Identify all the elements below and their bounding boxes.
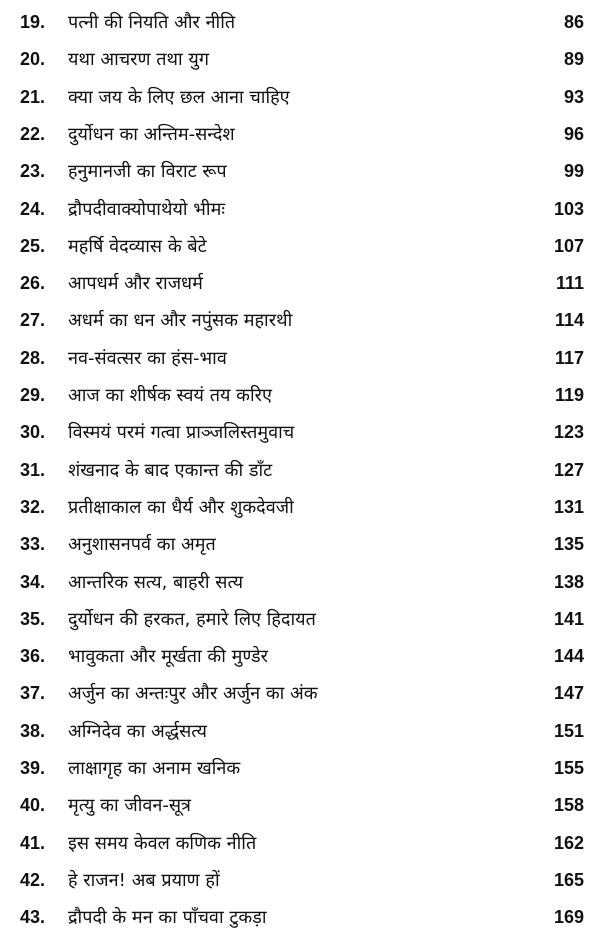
toc-entry-number: 20. [20, 49, 46, 70]
toc-entry-page: 135 [553, 534, 584, 555]
toc-entry-title: हनुमानजी का विराट रूप [68, 161, 227, 183]
toc-entry-page: 123 [553, 422, 584, 443]
toc-entry-title: अर्जुन का अन्तःपुर और अर्जुन का अंक [68, 683, 318, 705]
toc-entry-number: 32. [20, 496, 46, 517]
toc-entry-number: 23. [20, 161, 46, 182]
toc-entry [0, 862, 600, 899]
toc-entry [0, 228, 600, 265]
toc-entry [0, 302, 600, 339]
toc-entry-title: हे राजन! अब प्रयाण हों [68, 869, 220, 891]
toc-entry-title: भावुकता और मूर्खता की मुण्डेर [68, 646, 268, 668]
toc-entry-title: क्या जय के लिए छल आना चाहिए [68, 86, 290, 108]
toc-entry-title: महर्षि वेदव्यास के बेटे [68, 235, 207, 257]
toc-entry-number: 30. [20, 422, 46, 443]
toc-entry-title: विस्मयं परमं गत्वा प्राञ्जलिस्तमुवाच [68, 422, 295, 444]
toc-entry-number: 40. [20, 795, 46, 816]
toc-entry-title: द्रौपदीवाक्योपाथेयो भीमः [68, 198, 225, 220]
toc-entry [0, 191, 600, 228]
toc-entry-number: 27. [20, 310, 46, 331]
toc-entry-number: 39. [20, 758, 46, 778]
toc-entry-page: 147 [553, 683, 584, 704]
toc-entry [0, 153, 600, 190]
toc-entry-number: 41. [20, 832, 46, 853]
toc-entry-number: 26. [20, 273, 46, 294]
toc-entry [0, 41, 600, 78]
toc-entry [0, 452, 600, 489]
toc-entry-number: 25. [20, 235, 46, 256]
toc-entry [0, 750, 600, 787]
toc-entry-title: आपधर्म और राजधर्म [68, 273, 203, 295]
toc-entry-title: प्रतीक्षाकाल का धैर्य और शुकदेवजी [68, 496, 294, 518]
toc-entry-page: 89 [563, 49, 584, 70]
toc-entry-title: मृत्यु का जीवन-सूत्र [68, 795, 191, 817]
toc-entry-page: 117 [554, 347, 584, 368]
toc-entry-number: 38. [20, 720, 46, 741]
toc-entry-number: 37. [20, 683, 46, 704]
toc-entry-number: 43. [20, 907, 46, 928]
toc-entry-page: 131 [553, 496, 584, 517]
toc-entry-number: 22. [20, 123, 46, 144]
toc-entry-number: 19. [20, 12, 46, 32]
toc-entry-title: यथा आचरण तथा युग [68, 49, 209, 71]
toc-entry [0, 601, 600, 638]
toc-entry-title: अनुशासनपर्व का अमृत [68, 534, 216, 556]
toc-entry-title: इस समय केवल कणिक नीति [68, 832, 257, 854]
toc-entry-page: 165 [553, 869, 584, 890]
toc-entry [0, 675, 600, 712]
toc-entry-page: 155 [553, 758, 584, 778]
toc-entry-page: 111 [555, 273, 584, 294]
toc-entry-page: 93 [563, 86, 584, 107]
toc-entry [0, 526, 600, 563]
toc-entry-title: लाक्षागृह का अनाम खनिक [68, 758, 241, 779]
toc-entry-page: 96 [563, 123, 584, 144]
toc-entry-page: 141 [553, 608, 584, 629]
toc-entry-page: 162 [553, 832, 584, 853]
toc-entry-page: 99 [563, 161, 584, 182]
toc-entry-page: 158 [553, 795, 584, 816]
toc-entry [0, 4, 600, 41]
toc-entry-page: 86 [563, 12, 584, 32]
toc-entry-number: 21. [20, 86, 46, 107]
toc-entry-number: 31. [20, 459, 46, 480]
toc-entry [0, 79, 600, 116]
toc-entry [0, 564, 600, 601]
toc-entry-page: 169 [553, 907, 584, 928]
toc-entry-title: अधर्म का धन और नपुंसक महारथी [68, 310, 293, 332]
toc-entry-title: शंखनाद के बाद एकान्त की डाँट [68, 459, 273, 481]
toc-entry [0, 713, 600, 750]
toc-entry [0, 377, 600, 414]
toc-entry [0, 116, 600, 153]
toc-entry-number: 24. [20, 198, 46, 219]
toc-entry [0, 638, 600, 675]
toc-entry-title: आन्तरिक सत्य, बाहरी सत्य [68, 571, 244, 593]
toc-entry-page: 144 [553, 646, 584, 667]
toc-entry [0, 825, 600, 862]
toc-entry-number: 36. [20, 646, 46, 667]
toc-entry-title: आज का शीर्षक स्वयं तय करिए [68, 385, 272, 406]
toc-entry-page: 151 [553, 720, 584, 741]
toc-entry-number: 35. [20, 608, 46, 629]
toc-entry-number: 34. [20, 571, 46, 592]
toc-entry-page: 127 [553, 459, 584, 480]
toc-entry-page: 107 [553, 235, 584, 256]
toc-entry [0, 265, 600, 302]
toc-entry-title: दुर्योधन की हरकत, हमारे लिए हिदायत [68, 608, 316, 630]
toc-entry [0, 340, 600, 377]
toc-entry-number: 33. [20, 534, 46, 555]
toc-entry [0, 787, 600, 824]
toc-entry-title: अग्निदेव का अर्द्धसत्य [68, 720, 207, 742]
toc-entry-page: 119 [554, 385, 584, 405]
toc-entry-title: नव-संवत्सर का हंस-भाव [68, 347, 227, 369]
toc-entry-number: 28. [20, 347, 46, 368]
toc-entry-page: 114 [554, 310, 584, 331]
toc-entry [0, 899, 600, 936]
toc-entry-title: पत्नी की नियति और नीति [68, 12, 236, 33]
toc-entry-title: द्रौपदी के मन का पाँचवा टुकड़ा [68, 907, 267, 929]
toc-entry-number: 42. [20, 869, 46, 890]
toc-entry-page: 103 [553, 198, 584, 219]
toc-entry [0, 489, 600, 526]
toc-entry-number: 29. [20, 385, 46, 405]
toc-entry [0, 414, 600, 451]
toc-entry-title: दुर्योधन का अन्तिम-सन्देश [68, 123, 235, 145]
toc-entry-page: 138 [553, 571, 584, 592]
